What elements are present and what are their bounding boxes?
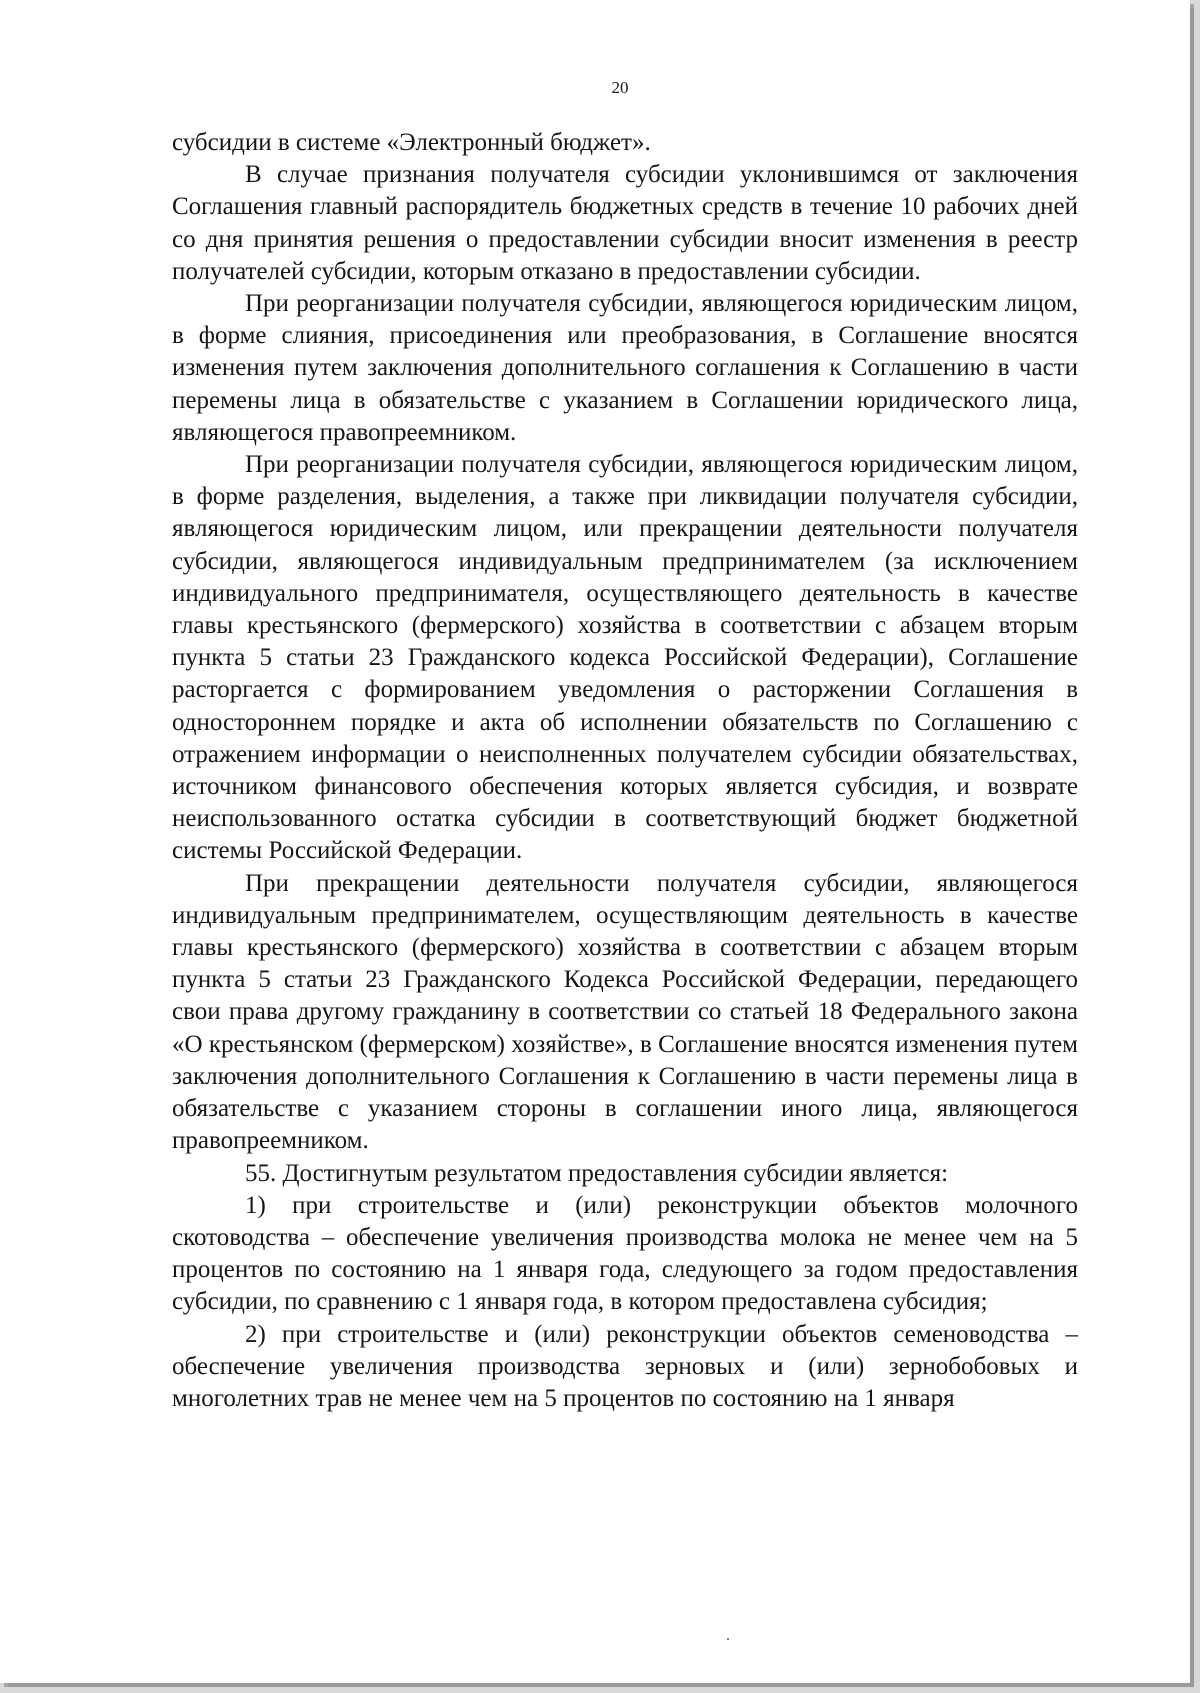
paragraph-reorganization-merger: При реорганизации получателя субсидии, являющегося юридическим лицом, в форме слияния, присоединения или преобразования, в Соглашение вносятся изменения путем заключения дополнительного соглашения к Соглашению в части перемены лица в обязательстве с указанием в Соглашении юридического лица, являющегося правопреемником. <box>172 290 1078 446</box>
paragraph-evasion: В случае признания получателя субсидии уклонившимся от заключения Соглашения главный распорядитель бюджетных средств в течение 10 рабочих дней со дня принятия решения о предоставлении субсидии вносит изменения в реестр получателей субсидии, которым отказано в предоставлении субсидии. <box>172 161 1078 285</box>
paragraph-reorganization-division: При реорганизации получателя субсидии, являющегося юридическим лицом, в форме разделения, выделения, а также при ликвидации получателя субсидии, являющегося юридическим лицом, или прекращении деятельности получателя субсидии, являющегося индивидуальным предпринимателем (за исключением индивидуального предпринимателя, осуществляющего деятельность в качестве главы крестьянского (фермерского) хозяйства в соответствии с абзацем вторым пункта 5 статьи 23 Гражданского кодекса Российской Федерации), Соглашение расторгается с формированием уведомления о расторжении Соглашения в одностороннем порядке и акта об исполнении обязательств по Соглашению с отражением информации о неисполненных получателем субсидии обязательствах, источником финансового обеспечения которых является субсидия, и возврате неиспользованного остатка субсидии в соответствующий бюджет бюджетной системы Российской Федерации. <box>172 451 1078 865</box>
page-shadow-bottom <box>8 1683 1194 1687</box>
paragraph-result-dairy: 1) при строительстве и (или) реконструкции объектов молочного скотоводства – обеспечение увеличения производства молока не менее чем на 5 процентов по состоянию на 1 января года, следующего за годом предоставления субсидии, по сравнению с 1 января года, в котором предоставлена субсидия; <box>172 1191 1078 1316</box>
page-shadow-right <box>1190 8 1194 1687</box>
paragraph-clause-55: 55. Достигнутым результатом предоставления субсидии является: <box>245 1159 949 1187</box>
paragraph-result-seeds: 2) при строительстве и (или) реконструкции объектов семеноводства – обеспечение увеличения производства зерновых и (или) зернобобовых и многолетних трав не менее чем на 5 процентов по состоянию на 1 января <box>172 1320 1078 1412</box>
page-number: 20 <box>611 78 629 97</box>
document-body <box>172 127 1078 1415</box>
scan-artifact <box>727 1638 729 1640</box>
paragraph-continuation: субсидии в системе «Электронный бюджет». <box>172 129 651 156</box>
paragraph-farm-termination: При прекращении деятельности получателя субсидии, являющегося индивидуальным предпринимателем, осуществляющим деятельность в качестве главы крестьянского (фермерского) хозяйства в соответствии с абзацем вторым пункта 5 статьи 23 Гражданского Кодекса Российской Федерации, передающего свои права другому гражданину в соответствии со статьей 18 Федерального закона «О крестьянском (фермерском) хозяйстве», в Соглашение вносятся изменения путем заключения дополнительного Соглашения к Соглашению в части перемены лица в обязательстве с указанием стороны в соглашении иного лица, являющегося правопреемником. <box>172 869 1078 1155</box>
